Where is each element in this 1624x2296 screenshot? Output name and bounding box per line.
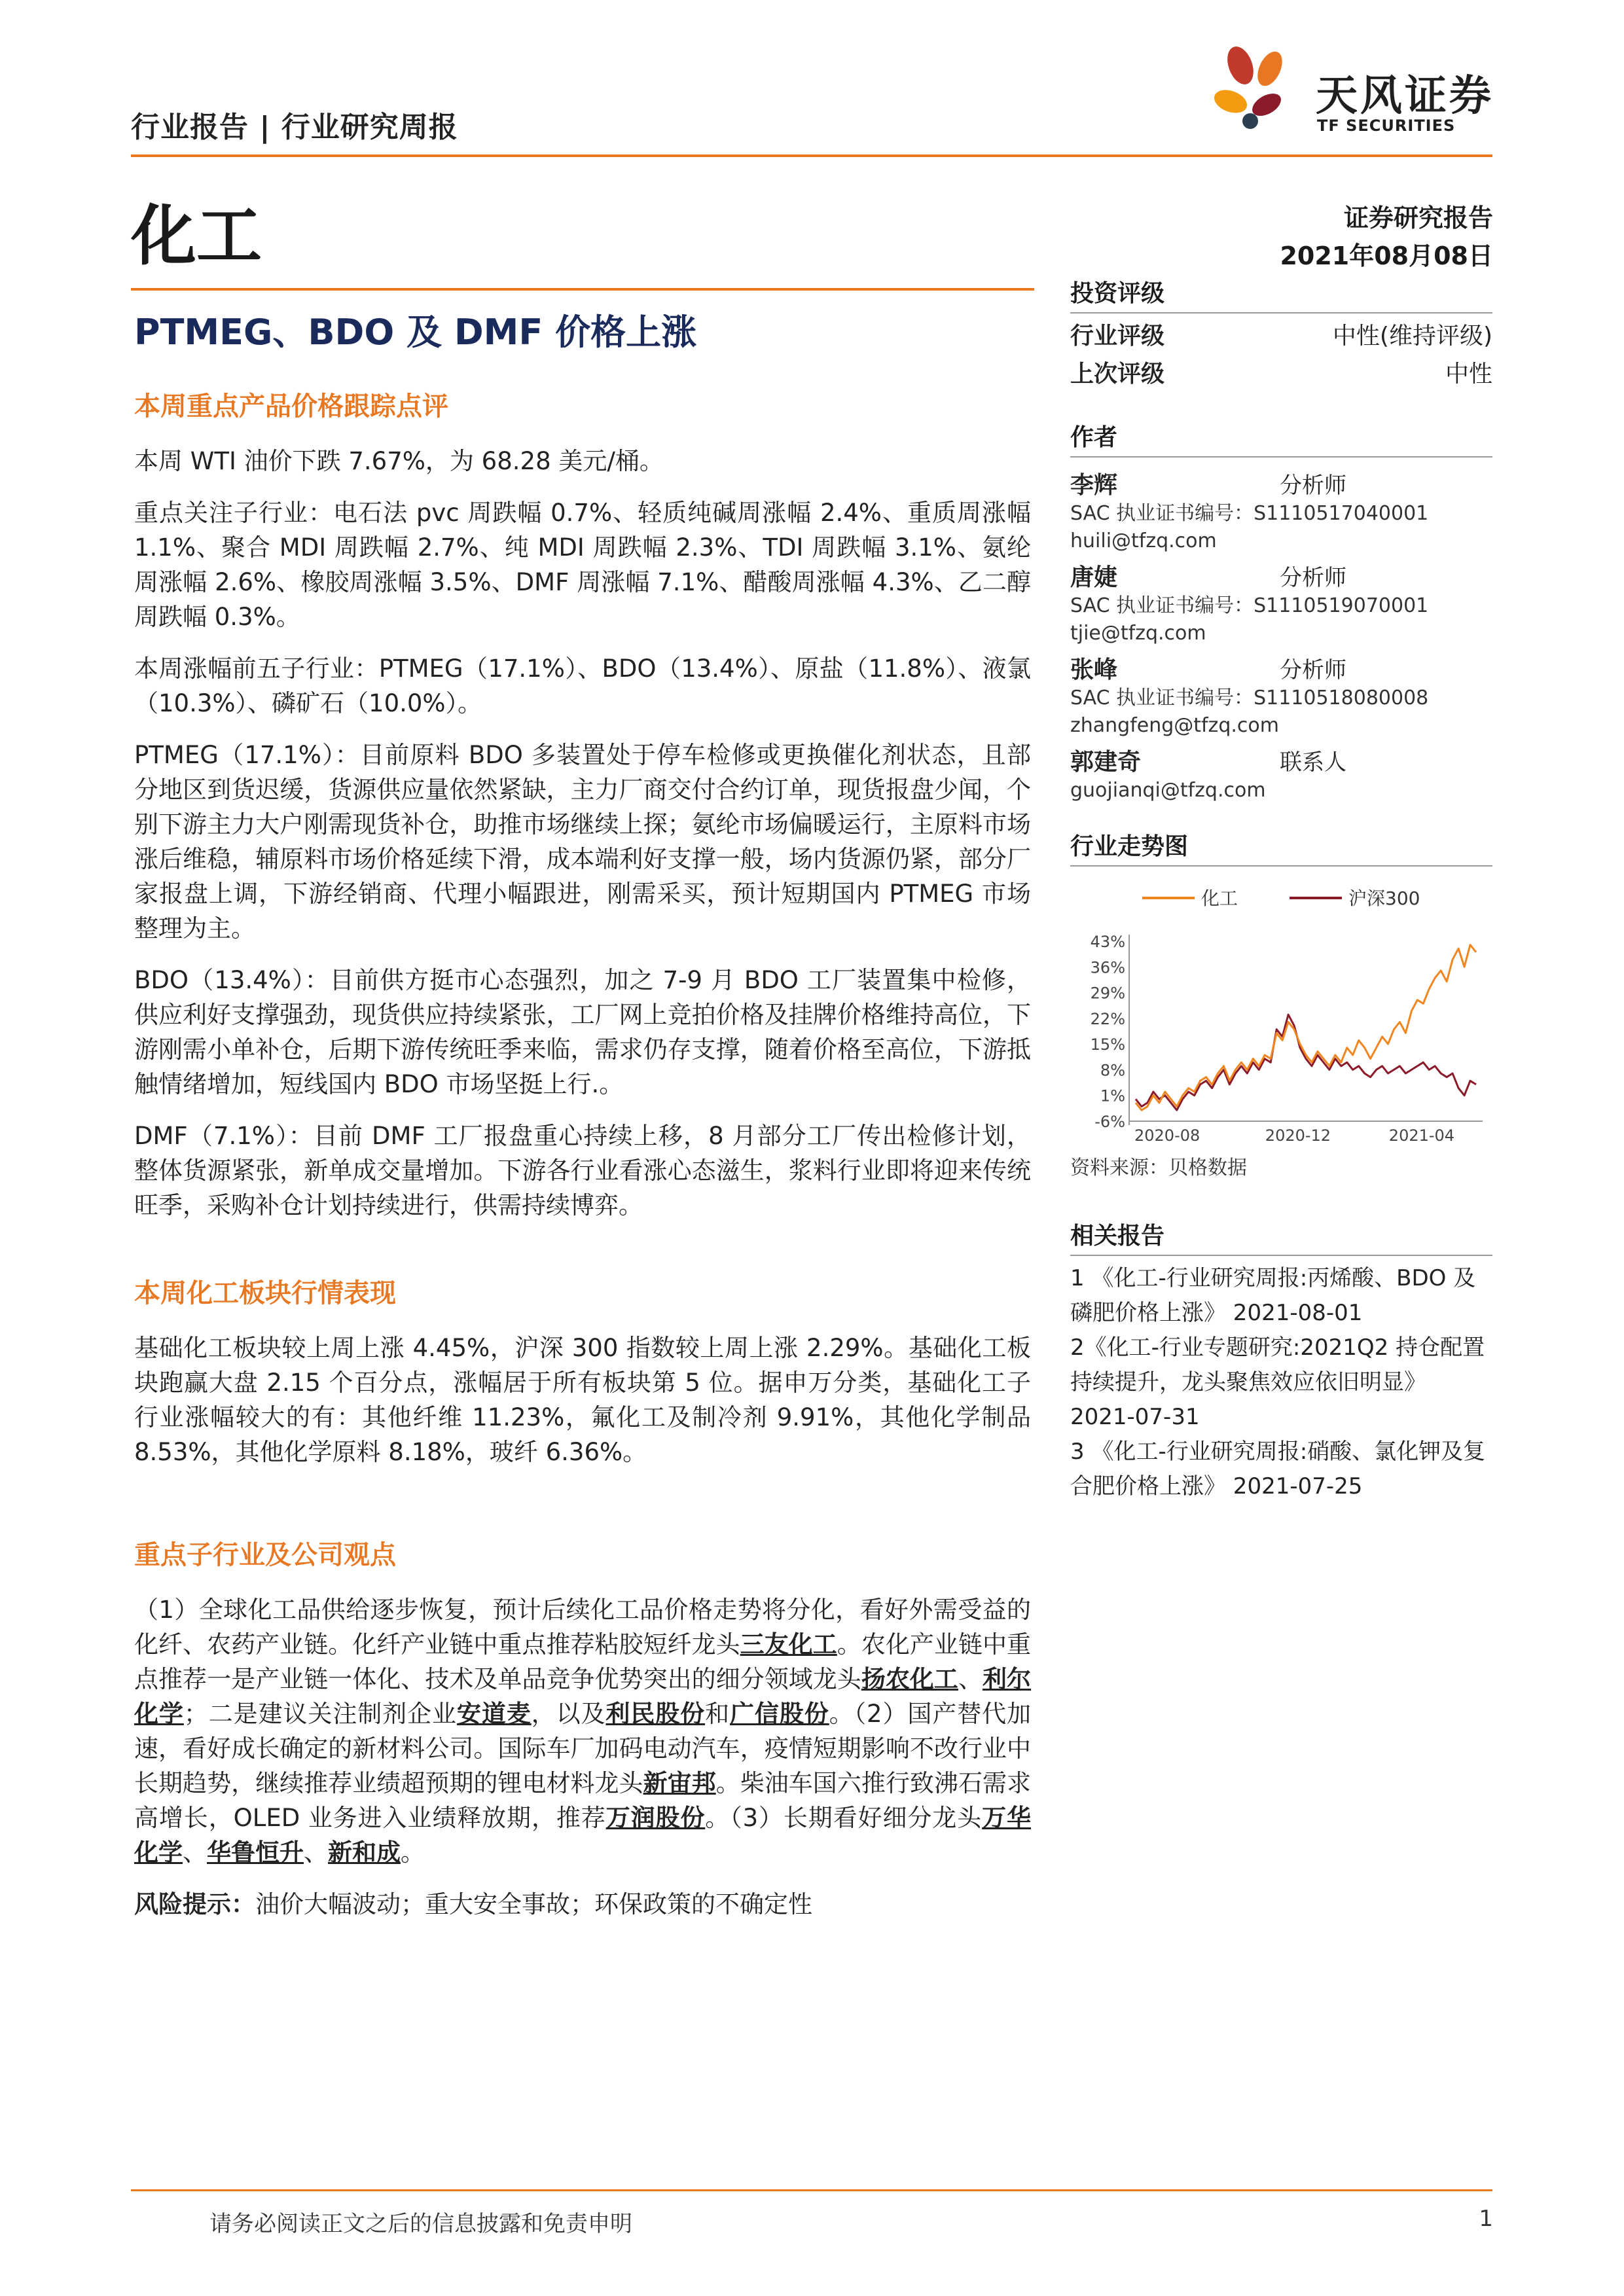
author-sac: SAC 执业证书编号：S1110517040001 [1070, 502, 1429, 525]
page-number: 1 [1479, 2206, 1493, 2232]
related-report[interactable]: 3 《化工-行业研究周报:硝酸、氯化钾及复合肥价格上涨》 2021-07-25 [1070, 1439, 1486, 1499]
author-role: 分析师 [1280, 657, 1346, 683]
trend-title: 行业走势图 [1070, 828, 1492, 867]
author-name: 郭建奇 [1070, 749, 1142, 776]
views-text: （1）全球化工品供给逐步恢复，预计后续化工品价格走势将分化，看好外需受益的化纤、农药产业链。化纤产业链中重点推荐粘胶短纤龙头 [134, 1596, 1031, 1659]
section-title-price-review: 本周重点产品价格跟踪点评 [134, 391, 448, 422]
trend-chart [1070, 869, 1492, 1151]
report-headline: PTMEG、BDO 及 DMF 价格上涨 [134, 312, 697, 353]
logo-name-en: TF SECURITIES [1317, 117, 1456, 135]
stock-link[interactable]: 广信股份 [730, 1700, 829, 1728]
rating-row [1070, 317, 1492, 355]
paragraph-top-five: 本周涨幅前五子行业：PTMEG（17.1%）、BDO（13.4%）、原盐（11.8%）、液氯（10.3%）、磷矿石（10.0%）。 [134, 655, 1031, 717]
related-report[interactable]: 2《化工-行业专题研究:2021Q2 持仓配置持续提升，龙头聚焦效应依旧明显》 2021-07-31 [1070, 1335, 1485, 1430]
legend-label: 沪深300 [1348, 888, 1420, 909]
rating-title: 投资评级 [1070, 275, 1492, 314]
series-line [1136, 945, 1476, 1111]
y-tick-label: -6% [1094, 1113, 1125, 1131]
footer-disclaimer[interactable]: 请务必阅读正文之后的信息披露和免责申明 [209, 2211, 632, 2237]
prev-rating-row [1070, 355, 1492, 393]
stock-link[interactable]: 三友化工 [740, 1630, 837, 1659]
x-tick-label: 2021-04 [1388, 1126, 1455, 1145]
y-tick-label: 43% [1090, 933, 1125, 951]
views-text: 和 [705, 1700, 731, 1728]
author-name: 李辉 [1070, 472, 1118, 499]
stock-link[interactable]: 利民股份 [605, 1700, 706, 1728]
report-breadcrumb: 行业报告 | 行业研究周报 [131, 111, 458, 144]
authors-panel [1070, 419, 1492, 804]
paragraph-views [134, 1592, 1031, 1870]
author-email[interactable]: zhangfeng@tfzq.com [1070, 714, 1279, 737]
x-tick-label: 2020-08 [1134, 1126, 1200, 1145]
paragraph-bdo: BDO（13.4%）：目前供方挺市心态强烈，加之 7-9 月 BDO 工厂装置集中检修，供应利好支撑强劲，现货供应持续紧张，工厂网上竞拍价格及挂牌价格维持高位，下游刚需小单补仓，后期下游传统旺季来临，需求仍存支撑，随着价格至高位，下游抵触情绪增加，短线国内 BDO 市场坚挺上行.。 [134, 966, 1031, 1098]
views-text: ，以及 [531, 1700, 606, 1728]
views-text: 、 [304, 1839, 328, 1867]
author-card [1070, 467, 1492, 555]
trend-panel [1070, 828, 1492, 1182]
views-text: 。柴油车国六推行致沸石需求高增长，OLED 业务进入业绩释放期，推荐 [134, 1769, 1032, 1832]
section-title-views: 重点子行业及公司观点 [134, 1540, 396, 1570]
paragraph-ptmeg: PTMEG（17.1%）：目前原料 BDO 多装置处于停车检修或更换催化剂状态，且部分地区到货迟缓，货源供应量依然紧缺，主力厂商交付合约订单，现货报盘少闻，个别下游主力大户刚需现货补仓，助推市场继续上探；氨纶市场偏暖运行，主原料市场涨后维稳，辅原料市场价格延续下滑，成本端利好支撑一般，场内货源仍紧，部分厂家报盘上调，下游经销商、代理小幅跟进，刚需采买，预计短期国内 PTMEG 市场整理为主。 [134, 741, 1031, 942]
paragraph-market: 基础化工板块较上周上涨 4.45%，沪深 300 指数较上周上涨 2.29%。基础化工板块跑赢大盘 2.15 个百分点，涨幅居于所有板块第 5 位。据申万分类，基础化工子行业涨幅较大的有：其他纤维 11.23%，氟化工及制冷剂 9.91%，其他化学制品 8.53%，其他化学原料 8.18%，玻纤 6.36%。 [134, 1334, 1031, 1466]
author-email[interactable]: guojianqi@tfzq.com [1070, 779, 1266, 802]
stock-link[interactable]: 扬农化工 [861, 1665, 958, 1693]
views-section [134, 1538, 1031, 1939]
rating-label: 行业评级 [1070, 323, 1165, 350]
y-tick-label: 36% [1090, 958, 1125, 977]
footer-divider [131, 2189, 1492, 2191]
stock-link[interactable]: 万润股份 [605, 1804, 706, 1832]
rating-panel [1070, 275, 1492, 393]
author-name: 张峰 [1070, 656, 1118, 683]
stock-link[interactable]: 新和成 [328, 1839, 401, 1867]
section-title-market: 本周化工板块行情表现 [134, 1278, 396, 1308]
doc-type: 证券研究报告 [1343, 204, 1493, 232]
stock-link[interactable]: 华鲁恒升 [207, 1839, 304, 1867]
risk-text: 油价大幅波动；重大安全事故；环保政策的不确定性 [255, 1890, 812, 1918]
y-tick-label: 22% [1090, 1009, 1125, 1028]
chart-source: 资料来源：贝格数据 [1070, 1157, 1247, 1179]
y-tick-label: 15% [1090, 1035, 1125, 1054]
prev-rating-label: 上次评级 [1070, 361, 1165, 387]
paragraph-oil: 本周 WTI 油价下跌 7.67%，为 68.28 美元/桶。 [134, 447, 664, 475]
headline-divider [131, 288, 1034, 291]
author-name: 唐婕 [1070, 564, 1118, 591]
stock-link[interactable]: 万华化学 [134, 1804, 1032, 1867]
series-line [1136, 1014, 1476, 1110]
views-text: ；二是建议关注制剂企业 [183, 1700, 457, 1728]
y-tick-label: 1% [1100, 1086, 1125, 1105]
paragraph-dmf: DMF（7.1%）：目前 DMF 工厂报盘重心持续上移，8 月部分工厂传出检修计划，整体货源紧张，新单成交量增加。下游各行业看涨心态滋生，浆料行业即将迎来传统旺季，采购补仓计划持续进行，供需持续博弈。 [134, 1122, 1031, 1219]
stock-link[interactable]: 新宙邦 [643, 1769, 716, 1797]
x-tick-label: 2020-12 [1265, 1126, 1331, 1145]
views-text: 。 [401, 1839, 425, 1867]
author-card [1070, 744, 1492, 804]
views-text: 。（2）国产替代加速，看好成长确定的新材料公司。国际车厂加码电动汽车，疫情短期影响不改行业中长期趋势，继续推荐业绩超预期的锂电材料龙头 [134, 1700, 1032, 1797]
stock-link[interactable]: 安道麦 [456, 1700, 532, 1728]
related-panel [1070, 1217, 1492, 1504]
author-email[interactable]: huili@tfzq.com [1070, 529, 1217, 552]
author-card [1070, 651, 1492, 740]
market-section [134, 1276, 1031, 1486]
stock-link[interactable]: 利尔化学 [134, 1665, 1032, 1728]
author-email[interactable]: tjie@tfzq.com [1070, 622, 1206, 645]
author-card [1070, 559, 1492, 647]
risk-paragraph [134, 1887, 1031, 1922]
author-sac: SAC 执业证书编号：S1110519070001 [1070, 594, 1429, 617]
prev-rating-value: 中性 [1445, 361, 1492, 387]
views-text: 、 [958, 1665, 983, 1693]
related-report[interactable]: 1 《化工-行业研究周报:丙烯酸、BDO 及磷肥价格上涨》 2021-08-01 [1070, 1265, 1476, 1326]
rating-value: 中性(维持评级) [1332, 323, 1492, 350]
related-title: 相关报告 [1070, 1217, 1492, 1256]
author-role: 联系人 [1280, 749, 1346, 776]
risk-label: 风险提示： [134, 1890, 255, 1918]
flower-logo-icon [1204, 39, 1316, 137]
report-date: 2021年08月08日 [1280, 242, 1493, 270]
industry-title: 化工 [131, 198, 262, 274]
header-divider [131, 154, 1492, 157]
logo-name-cn: 天风证券 [1316, 72, 1494, 120]
views-text: 。农化产业链中重点推荐一是产业链一体化、技术及单品竞争优势突出的细分领域龙头 [134, 1630, 1032, 1693]
author-role: 分析师 [1280, 565, 1346, 591]
author-sac: SAC 执业证书编号：S1110518080008 [1070, 687, 1429, 709]
legend-label: 化工 [1201, 888, 1238, 909]
y-tick-label: 8% [1100, 1061, 1125, 1080]
views-text: 。（3）长期看好细分龙头 [705, 1804, 983, 1832]
paragraph-focus-subsectors: 重点关注子行业：电石法 pvc 周跌幅 0.7%、轻质纯碱周涨幅 2.4%、重质周涨幅 1.1%、聚合 MDI 周跌幅 2.7%、纯 MDI 周跌幅 2.3%、TDI 周跌幅 3.1%、氨纶周涨幅 2.6%、橡胶周涨幅 3.5%、DMF 周涨幅 7.1%、醋酸周涨幅 4.3%、乙二醇周跌幅 0.3%。 [134, 499, 1031, 631]
y-tick-label: 29% [1090, 984, 1125, 1003]
views-text: 、 [183, 1839, 207, 1867]
main-content [134, 389, 1031, 1240]
author-role: 分析师 [1280, 473, 1346, 499]
authors-title: 作者 [1070, 419, 1492, 457]
